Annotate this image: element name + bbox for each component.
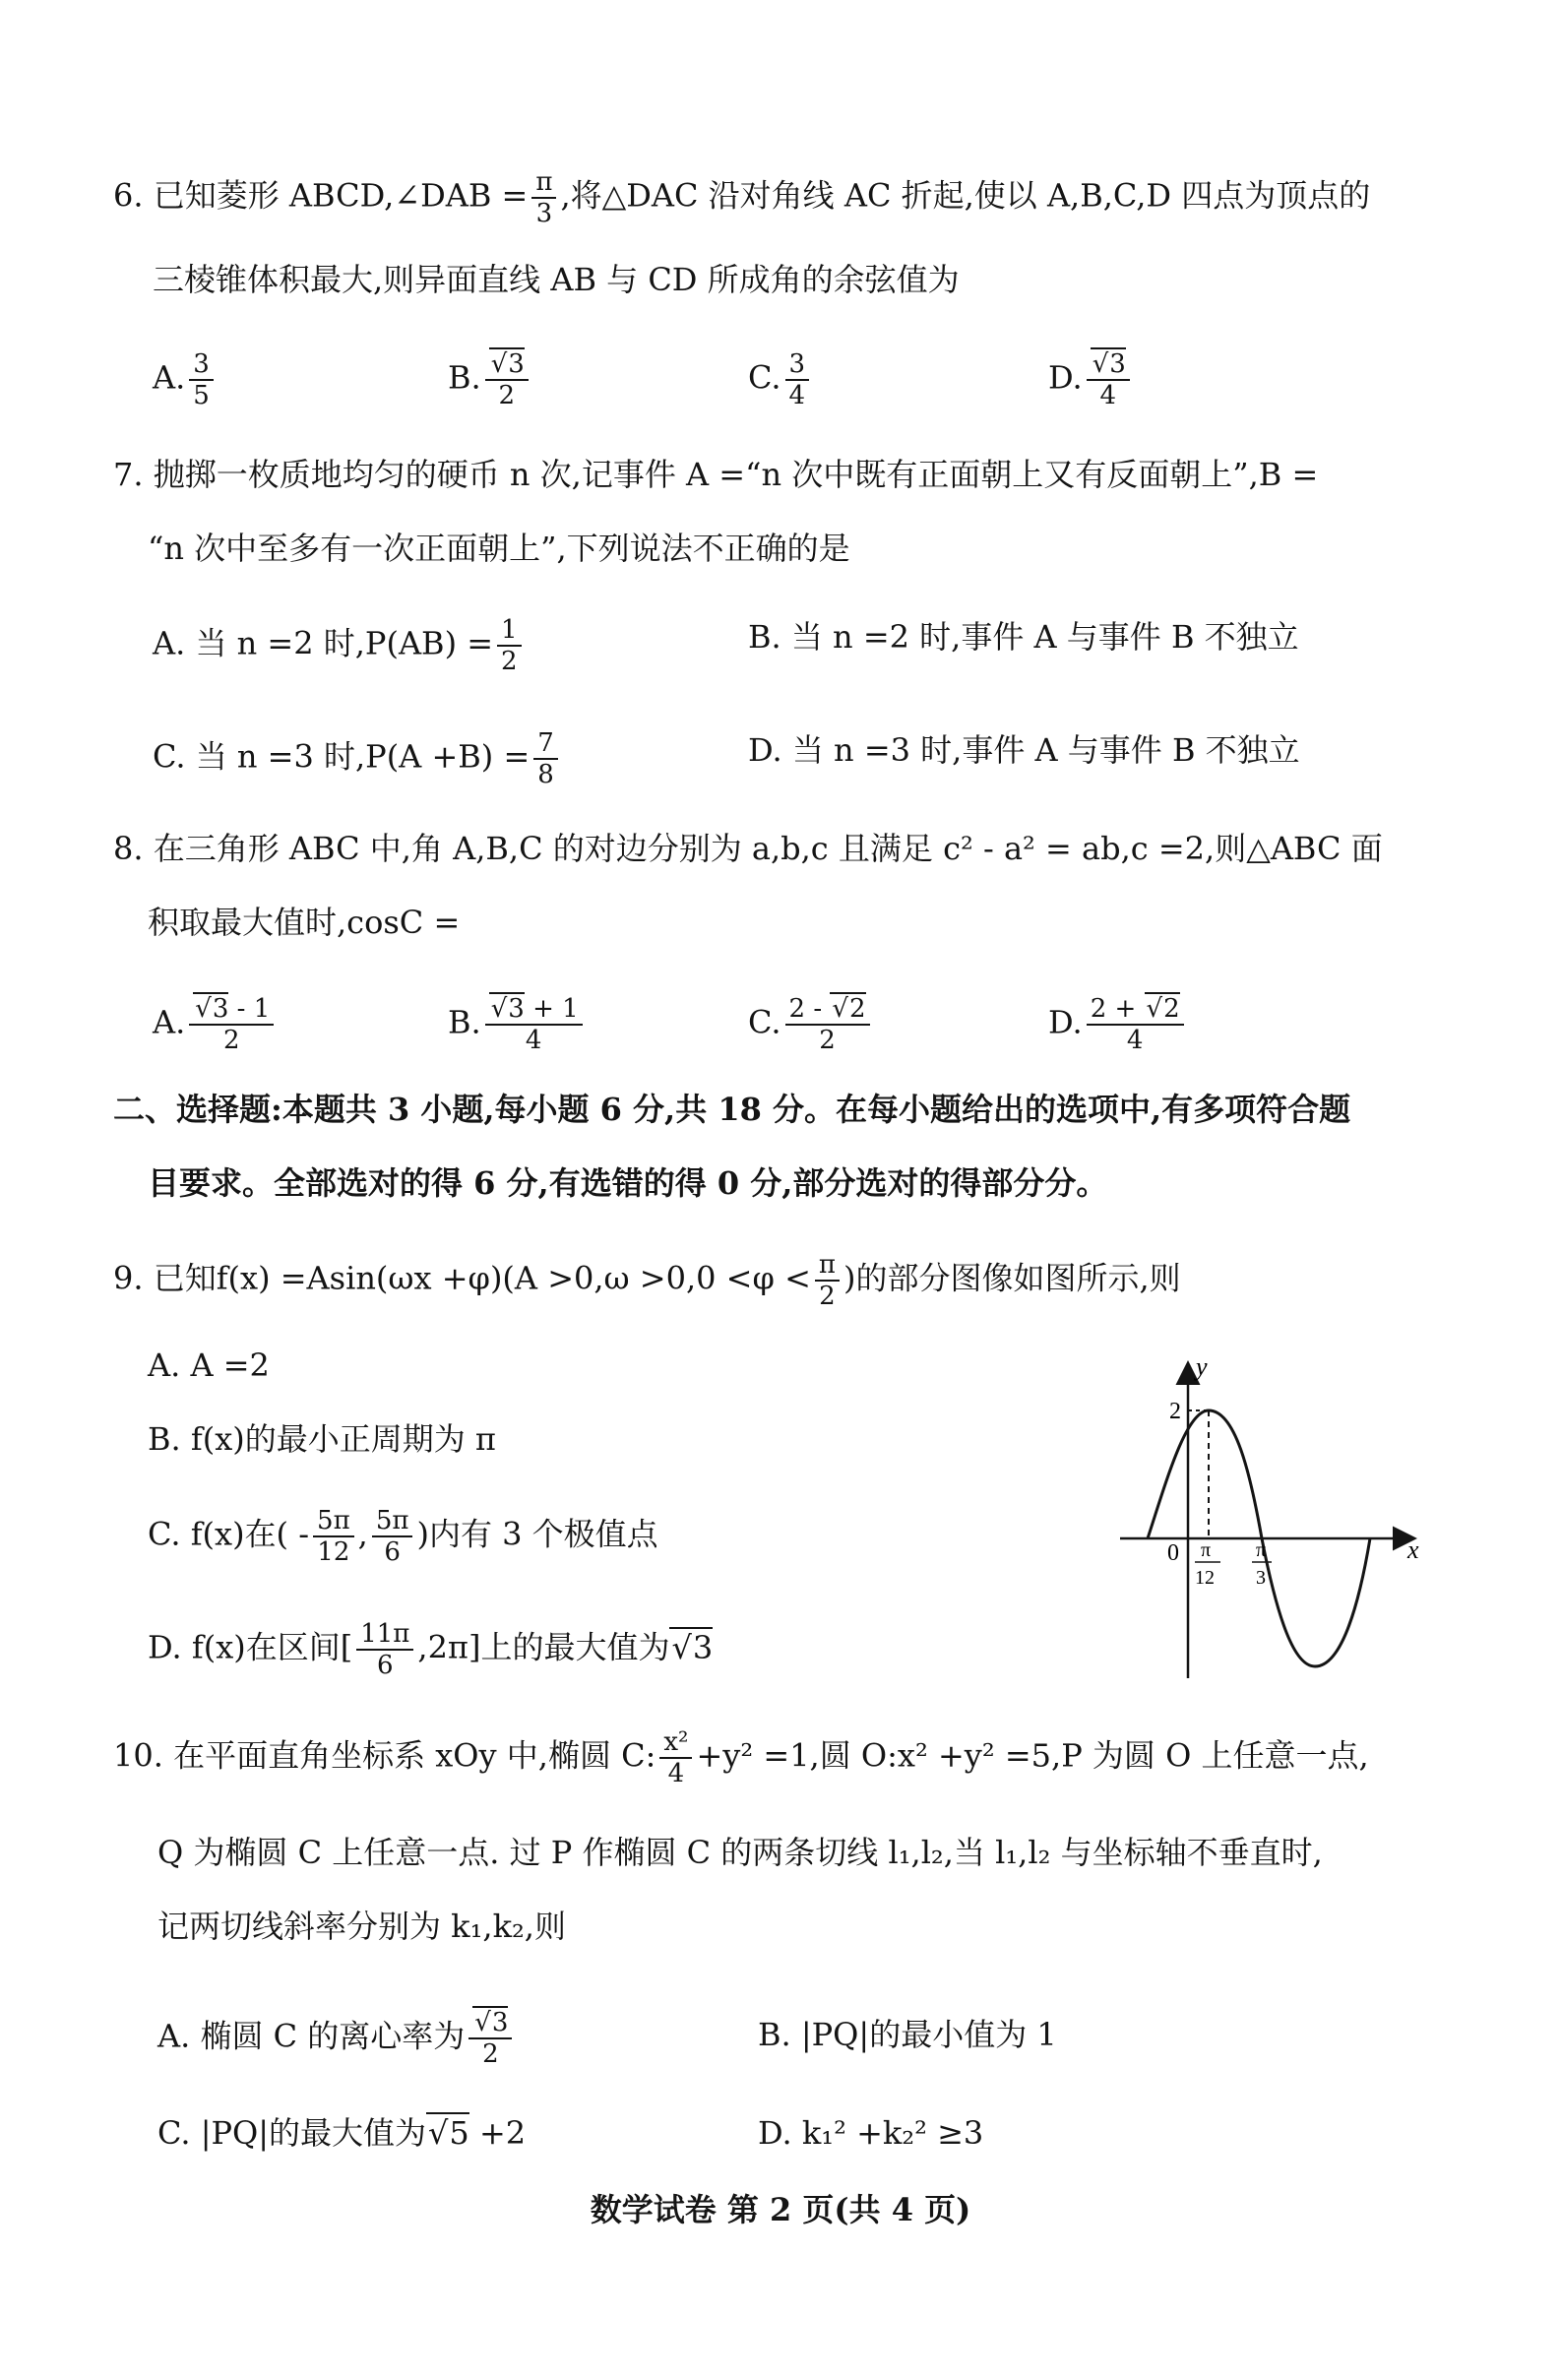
- tick1-den: 12: [1195, 1567, 1215, 1589]
- q9-c-mid: ,: [357, 1515, 368, 1553]
- q9-c-d1: 12: [317, 1537, 350, 1567]
- q7-c-den: 8: [537, 760, 554, 789]
- q10-option-a: [157, 2008, 516, 2069]
- q8-a-fraction: [189, 994, 274, 1055]
- q9-d-mid: ,2π]上的最大值为: [417, 1628, 670, 1666]
- q9-option-d: [148, 1619, 713, 1680]
- q6-option-a: [153, 349, 218, 410]
- q9-stem: [113, 1250, 1181, 1311]
- q8-c-num-head: 2 -: [788, 994, 831, 1024]
- q9-stem-pre: 9. 已知f(x) =Asin(ωx +φ)(A >0,ω >0,0 <φ <: [113, 1259, 811, 1297]
- q9-option-b: B. f(x)的最小正周期为 π: [148, 1420, 496, 1458]
- q8-stem-line2: 积取最大值时,cosC =: [148, 904, 461, 941]
- q6-b-den: 2: [498, 381, 516, 410]
- q6-c-den: 4: [788, 381, 806, 410]
- q6-a-label: A.: [153, 358, 186, 397]
- q8-b-num-tail: + 1: [524, 994, 579, 1024]
- origin-label: 0: [1167, 1540, 1179, 1566]
- q10-stem-pre: 10. 在平面直角坐标系 xOy 中,椭圆 C:: [113, 1736, 656, 1775]
- q6-option-d: [1048, 349, 1134, 410]
- q6-a-den: 5: [193, 381, 210, 410]
- q9-c-fraction-2: [372, 1506, 413, 1567]
- q7-option-a: [153, 615, 526, 676]
- q10-c-sqrt: √ 5: [426, 2112, 469, 2152]
- q9-c-n2: 5π: [372, 1506, 413, 1537]
- q6-d-sqrt: √ 3: [1091, 347, 1126, 379]
- q10-a-den: 2: [482, 2039, 499, 2069]
- q9-stem-post: )的部分图像如图所示,则: [843, 1259, 1181, 1297]
- q10-a-sqrt: √ 3: [472, 2006, 508, 2037]
- q10-a-fraction: [468, 2008, 512, 2069]
- q6-c-num: 3: [785, 349, 810, 381]
- q8-b-sqrt: √ 3: [489, 992, 525, 1024]
- q6-b-fraction: [485, 349, 529, 410]
- q10-stem-line3: 记两切线斜率分别为 k₁,k₂,则: [157, 1908, 566, 1945]
- q6-d-label: D.: [1048, 358, 1083, 397]
- q9-d-num: 11π: [356, 1619, 413, 1651]
- q6-a-num: 3: [189, 349, 214, 381]
- q8-c-den: 2: [819, 1026, 836, 1055]
- q10-option-d: D. k₁² +k₂² ≥3: [758, 2114, 984, 2152]
- q7-option-d: D. 当 n =3 时,事件 A 与事件 B 不独立: [748, 731, 1300, 769]
- q10-frac-den: 4: [667, 1759, 685, 1788]
- tick1-num: π: [1201, 1539, 1212, 1561]
- q8-d-fraction: [1087, 994, 1184, 1055]
- q10-stem-post: +y² =1,圆 O:x² +y² =5,P 为圆 O 上任意一点,: [696, 1736, 1369, 1775]
- q6-b-label: B.: [448, 358, 481, 397]
- q10-a-pre: A. 椭圆 C 的离心率为: [157, 2017, 466, 2055]
- q7-stem-line1: 7. 抛掷一枚质地均匀的硬币 n 次,记事件 A =“n 次中既有正面朝上又有反面朝上”,B =: [113, 456, 1319, 493]
- q7-stem-line2: “n 次中至多有一次正面朝上”,下列说法不正确的是: [148, 530, 850, 567]
- q10-option-b: B. |PQ|的最小值为 1: [758, 2016, 1057, 2053]
- q6-b-sqrt: √ 3: [489, 347, 525, 379]
- q8-option-d: [1048, 994, 1188, 1055]
- q10-stem-line2: Q 为椭圆 C 上任意一点. 过 P 作椭圆 C 的两条切线 l₁,l₂,当 l₁,l₂ 与坐标轴不垂直时,: [157, 1834, 1323, 1871]
- q8-d-label: D.: [1048, 1003, 1083, 1041]
- q9-c-d2: 6: [384, 1537, 401, 1567]
- section2-header-line2: 目要求。全部选对的得 6 分,有选错的得 0 分,部分选对的得部分分。: [148, 1164, 1108, 1202]
- section2-header-line1: 二、选择题:本题共 3 小题,每小题 6 分,共 18 分。在每小题给出的选项中,有多项符合题: [113, 1091, 1351, 1128]
- q9-option-c: [148, 1506, 658, 1567]
- q7-option-c: [153, 728, 562, 789]
- q6-c-fraction: [785, 349, 810, 410]
- q6-angle-num: π: [531, 167, 556, 199]
- q6-text-pre: 6. 已知菱形 ABCD,∠DAB =: [113, 176, 529, 215]
- q8-c-fraction: [785, 994, 870, 1055]
- q6-option-c: [748, 349, 813, 410]
- q6-stem-line1: [113, 167, 1370, 228]
- q8-option-a: [153, 994, 278, 1055]
- q8-c-label: C.: [748, 1003, 781, 1041]
- q6-d-fraction: [1087, 349, 1130, 410]
- q10-frac-num: x²: [659, 1727, 692, 1759]
- q10-stem-line1: [113, 1727, 1369, 1788]
- q7-option-b: B. 当 n =2 时,事件 A 与事件 B 不独立: [748, 618, 1299, 656]
- q7-a-text: A. 当 n =2 时,P(AB) =: [153, 624, 494, 662]
- q10-c-post: +2: [468, 2114, 527, 2152]
- sine-graph: [1112, 1353, 1427, 1688]
- q9-d-sqrt: √ 3: [669, 1627, 713, 1666]
- q9-c-n1: 5π: [313, 1506, 354, 1537]
- q8-a-label: A.: [153, 1003, 186, 1041]
- q8-d-den: 4: [1126, 1026, 1144, 1055]
- q6-a-fraction: [189, 349, 214, 410]
- q9-d-pre: D. f(x)在区间[: [148, 1628, 353, 1666]
- q7-a-num: 1: [497, 615, 522, 647]
- q10-option-c: [157, 2111, 526, 2155]
- q9-c-fraction-1: [313, 1506, 354, 1567]
- peak-value-label: 2: [1169, 1399, 1181, 1424]
- q7-a-fraction: [497, 615, 522, 676]
- q6-d-den: 4: [1099, 381, 1117, 410]
- q6-option-b: [448, 349, 532, 410]
- tick2-den: 3: [1256, 1567, 1266, 1589]
- q6-stem-line2: 三棱锥体积最大,则异面直线 AB 与 CD 所成角的余弦值为: [153, 261, 960, 298]
- q6-angle-den: 3: [535, 199, 553, 228]
- q6-text-post: ,将△DAC 沿对角线 AC 折起,使以 A,B,C,D 四点为顶点的: [560, 176, 1371, 215]
- q8-stem-line1: 8. 在三角形 ABC 中,角 A,B,C 的对边分别为 a,b,c 且满足 c² - a² = ab,c =2,则△ABC 面: [113, 830, 1383, 867]
- q9-frac-num: π: [815, 1250, 840, 1282]
- q7-c-num: 7: [533, 728, 558, 760]
- q9-d-den: 6: [377, 1651, 394, 1680]
- x-axis-label: x: [1407, 1535, 1419, 1564]
- q10-c-pre: C. |PQ|的最大值为: [157, 2114, 427, 2152]
- tick2-num: π: [1256, 1539, 1267, 1561]
- q9-frac-den: 2: [819, 1282, 836, 1311]
- q7-a-den: 2: [501, 647, 518, 676]
- q6-angle-fraction: [531, 167, 556, 228]
- q8-a-sqrt: √ 3: [193, 992, 228, 1024]
- sine-graph-svg: [1112, 1353, 1427, 1688]
- q10-ellipse-fraction: [659, 1727, 692, 1788]
- q8-b-fraction: [485, 994, 583, 1055]
- q8-a-num-tail: - 1: [228, 994, 271, 1024]
- q8-d-num-head: 2 +: [1090, 994, 1145, 1024]
- q9-c-post: )内有 3 个极值点: [416, 1515, 658, 1553]
- y-axis-label: y: [1196, 1353, 1208, 1381]
- q9-stem-fraction: [815, 1250, 840, 1311]
- q9-c-pre: C. f(x)在( -: [148, 1515, 310, 1553]
- q8-d-sqrt: √ 2: [1145, 992, 1180, 1024]
- q7-c-text: C. 当 n =3 时,P(A +B) =: [153, 737, 531, 776]
- q6-c-label: C.: [748, 358, 781, 397]
- q9-option-a: A. A =2: [148, 1347, 270, 1384]
- q8-a-den: 2: [223, 1026, 240, 1055]
- q9-d-fraction: [356, 1619, 413, 1680]
- q7-c-fraction: [533, 728, 558, 789]
- q8-option-b: [448, 994, 587, 1055]
- q8-b-den: 4: [525, 1026, 542, 1055]
- page-footer: 数学试卷 第 2 页(共 4 页): [590, 2191, 971, 2228]
- q8-c-sqrt: √ 2: [830, 992, 865, 1024]
- q8-option-c: [748, 994, 874, 1055]
- q8-b-label: B.: [448, 1003, 481, 1041]
